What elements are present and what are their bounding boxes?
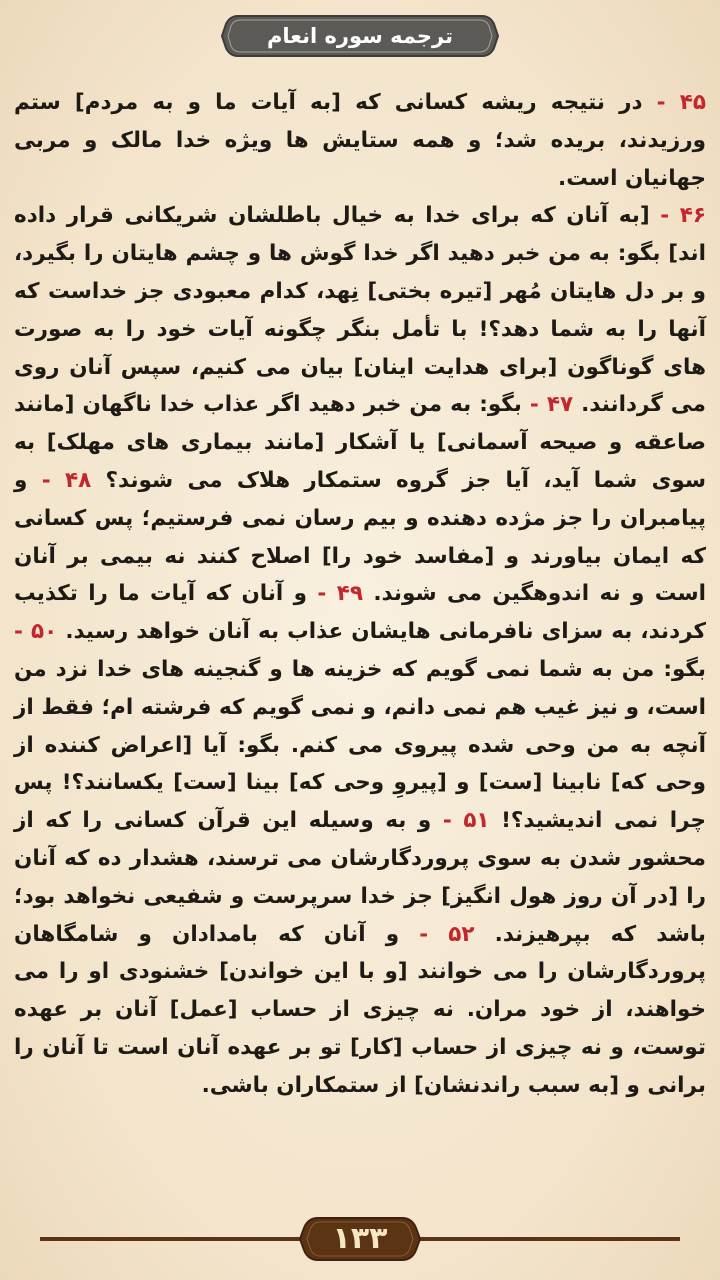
surah-header (220, 14, 500, 58)
header-title: ترجمه سوره انعام (266, 24, 454, 48)
verse-paragraph: ۴۵ - در نتیجه ریشه کسانی که [به آیات ما و به مردم] ستم ورزیدند، بریده شد؛ و همه ستایش ها ویژه خدا مالک و مربی جهانیان است. (14, 90, 706, 191)
verse-text: و آنان که بامدادان و شامگاهان پروردگارشان را می خوانند [و با این خواندن] خشنودی او را می خواهند، از خود مران. نه چیزی از حساب [عمل] آنان بر عهده توست، و نه چیزی از حساب [کار] تو بر عهده آنان است تا آنان را برانی و [به سبب راندنشان] از ستمکاران باشی. (14, 921, 706, 1098)
verse-text: در نتیجه ریشه کسانی که [به آیات ما و به مردم] ستم ورزیدند، بریده شد؛ و همه ستایش ها ویژه خدا مالک و مربی جهانیان است. (14, 90, 706, 191)
verse-number: ۵۲ (448, 921, 475, 947)
verse-text: [به آنان که برای خدا به خیال باطلشان شریکانی قرار داده اند] بگو: به من خبر دهید اگر خدا گوش ها و چشم هایتان را بگیرد، و بر دل هایتان مُهر [تیره بختی] نِهد، کدام معبودی جز خداست که آنها را به شما دهد؟! با تأمل بنگر چگونه آیات خود را به صورت های گوناگون [برای هدایت اینان] بیان می کنیم، سپس آنان روی می گردانند. (14, 203, 706, 418)
verse-number: ۴۷ (546, 392, 574, 418)
verse-text: بگو: من به شما نمی گویم که خزینه ها و گنجینه های خدا نزد من است، و نیز غیب هم نمی دانم، و نمی گویم که فرشته ام؛ فقط از آنچه به من وحی شده پیروی می کنم. بگو: آیا [اعراض کننده از وحی که] نابینا [ست] و [پیروِ وحی که] بینا [ست] یکسانند؟! پس چرا نمی اندیشید؟! (14, 656, 706, 834)
verse-text: بگو: به من خبر دهید اگر عذاب خدا ناگهان [مانند صاعقه و صیحه آسمانی] یا آشکار [مانند بیماری های مهلک] به سوی شما آید، آیا جز گروه ستمکار هلاک می شوند؟ (14, 392, 706, 493)
verse-text: و به وسیله این قرآن کسانی را که از محشور شدن به سوی پروردگارشان می ترسند، هشدار ده که آنان را [در آن روز هول انگیز] جز خدا سرپرست و شفیعی نخواهد بود؛ باشد که بپرهیزند. (14, 808, 706, 947)
verse-number: ۵۰ (31, 619, 58, 645)
verse-text: و آنان که آیات ما را تکذیب کردند، به سزای نافرمانی هایشان عذاب به آنان خواهد رسید. (14, 581, 706, 645)
verse-number: ۴۵ (679, 90, 706, 115)
verse-number: ۴۶ (679, 203, 706, 229)
verse-number: ۴۸ (64, 467, 92, 493)
verse-number: ۴۹ (336, 581, 363, 607)
verse-paragraph: ۴۶ - [به آنان که برای خدا به خیال باطلشان شریکانی قرار داده اند] بگو: به من خبر دهید اگر خدا گوش ها و چشم هایتان را بگیرد، و بر دل هایتان مُهر [تیره بختی] نِهد، کدام معبودی جز خداست که آنها را به شما دهد؟! با تأمل بنگر چگونه آیات خود را به صورت های گوناگون [برای هدایت اینان] بیان می کنیم، سپس آنان روی می گردانند. ۴۷ - بگو: به من خبر دهید اگر عذاب خدا ناگهان [مانند صاعقه و صیحه آسمانی] یا آشکار [مانند بیماری های مهلک] به سوی شما آید، آیا جز گروه ستمکار هلاک می شوند؟ ۴۸ - و پیامبران را جز مژده دهنده و بیم رسان نمی فرستیم؛ پس کسانی که ایمان بیاورند و [مفاسد خود را] اصلاح کنند نه بیمی بر آنان است و نه اندوهگین می شوند. ۴۹ - و آنان که آیات ما را تکذیب کردند، به سزای نافرمانی هایشان عذاب به آنان خواهد رسید. ۵۰ - بگو: من به شما نمی گویم که خزینه ها و گنجینه های خدا نزد من است، و نیز غیب هم نمی دانم، و نمی گویم که فرشته ام؛ فقط از آنچه به من وحی شده پیروی می کنم. بگو: آیا [اعراض کننده از وحی که] نابینا [ست] و [پیروِ وحی که] بینا [ست] یکسانند؟! پس چرا نمی اندیشید؟! ۵۱ - و به وسیله این قرآن کسانی را که از محشور شدن به سوی پروردگارشان می ترسند، هشدار ده که آنان را [در آن روز هول انگیز] جز خدا سرپرست و شفیعی نخواهد بود؛ باشد که بپرهیزند. ۵۲ - و آنان که بامدادان و شامگاهان پروردگارشان را می خوانند [و با این خواندن] خشنودی او را می خواهند، از خود مران. نه چیزی از حساب [عمل] آنان بر عهده توست، و نه چیزی از حساب [کار] تو بر عهده آنان است تا آنان را برانی و [به سبب راندنشان] از ستمکاران باشی. (14, 203, 706, 1098)
translation-text (14, 84, 706, 1105)
page-number: ۱۳۳ (332, 1221, 388, 1256)
verse-number: ۵۱ (463, 808, 490, 834)
verse-text: و پیامبران را جز مژده دهنده و بیم رسان نمی فرستیم؛ پس کسانی که ایمان بیاورند و [مفاسد خود را] اصلاح کنند نه بیمی بر آنان است و نه اندوهگین می شوند. (14, 467, 706, 607)
